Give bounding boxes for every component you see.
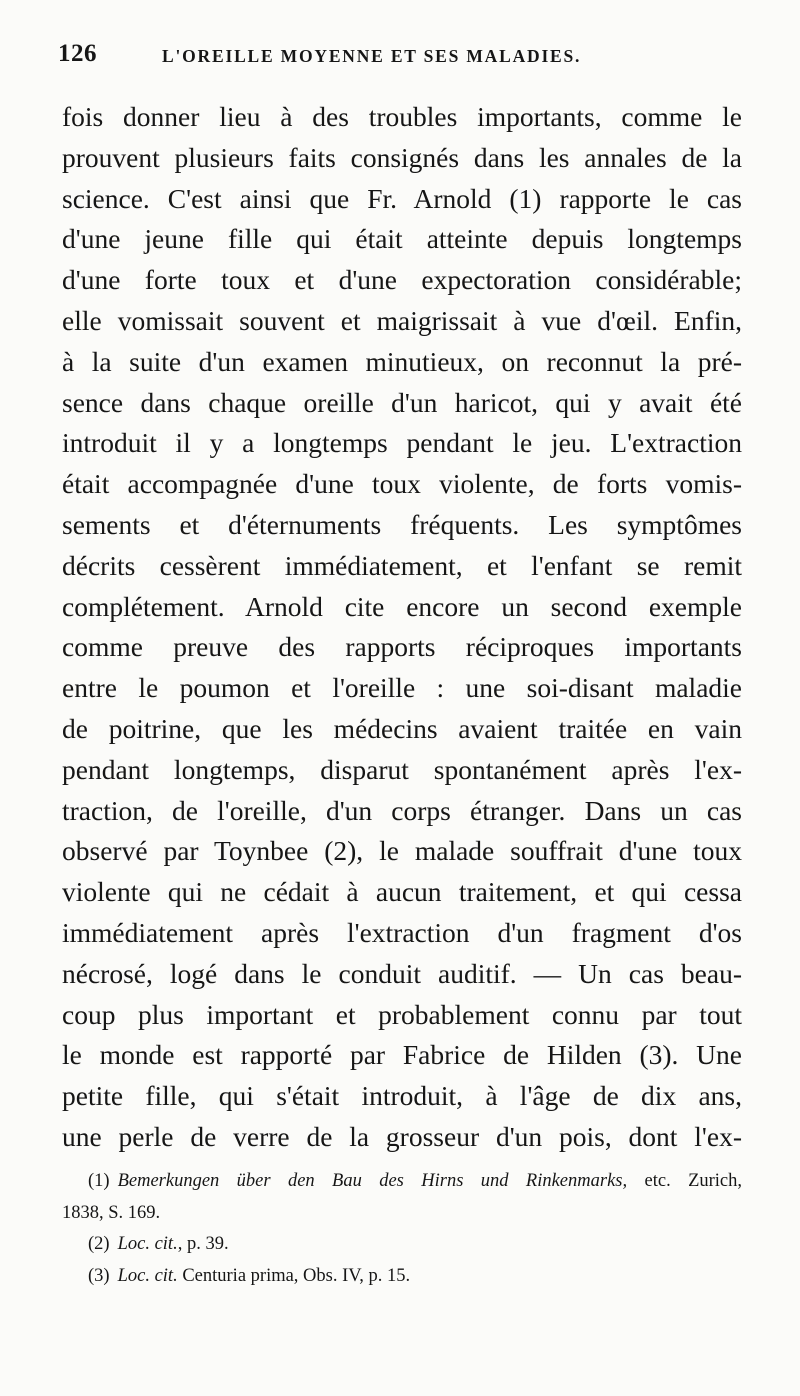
body-line: d'une jeune fille qui était atteinte depuis longtemps [62, 223, 742, 255]
footnote-marker: (3) [88, 1265, 110, 1286]
body-line: science. C'est ainsi que Fr. Arnold (1) rapporte le cas [62, 182, 742, 214]
body-line: introduit il y a longtemps pendant le jeu. L'extraction [62, 427, 742, 459]
body-line: prouvent plusieurs faits consignés dans les annales de la [62, 141, 742, 173]
footnote-title: Loc. cit. [117, 1234, 178, 1254]
footnote-title: Loc. cit. [117, 1265, 178, 1286]
body-line: comme preuve des rapports réciproques importants [62, 631, 742, 663]
footnote-1 [62, 1166, 742, 1198]
body-line: traction, de l'oreille, d'un corps étranger. Dans un cas [62, 794, 742, 826]
body-line: pendant longtemps, disparut spontanément après l'ex- [62, 753, 742, 785]
body-text [62, 97, 742, 1158]
footnotes [62, 1166, 742, 1292]
body-line: le monde est rapporté par Fabrice de Hilden (3). Une [62, 1039, 742, 1071]
page-number: 126 [58, 40, 97, 67]
body-line: violente qui ne cédait à aucun traitement, et qui cessa [62, 876, 742, 908]
running-head: L'OREILLE MOYENNE ET SES MALADIES. [162, 46, 582, 66]
body-line: nécrosé, logé dans le conduit auditif. — Un cas beau- [62, 957, 742, 989]
footnote-text: , p. 39. [177, 1234, 229, 1254]
footnote-1-continuation: 1838, S. 169. [62, 1202, 161, 1223]
body-line: elle vomissait souvent et maigrissait à vue d'œil. Enfin, [62, 304, 742, 336]
body-line: complétement. Arnold cite encore un second exemple [62, 590, 742, 622]
footnote-title: Bemerkungen über den Bau des Hirns und Rinkenmarks, [117, 1171, 628, 1191]
body-line: de poitrine, que les médecins avaient traitée en vain [62, 712, 742, 744]
footnote-text: Centuria prima, Obs. IV, p. 15. [182, 1265, 411, 1286]
body-line: observé par Toynbee (2), le malade souffrait d'une toux [62, 835, 742, 867]
body-line: était accompagnée d'une toux violente, de forts vomis- [62, 468, 742, 500]
footnote-text: etc. Zurich, [644, 1171, 743, 1191]
body-line: sence dans chaque oreille d'un haricot, qui y avait été [62, 386, 742, 418]
body-line: à la suite d'un examen minutieux, on reconnut la pré- [62, 345, 742, 377]
footnote-3 [62, 1261, 742, 1293]
body-line: fois donner lieu à des troubles importants, comme le [62, 101, 742, 132]
body-line: sements et d'éternuments fréquents. Les symptômes [62, 508, 742, 540]
body-line: décrits cessèrent immédiatement, et l'enfant se remit [62, 549, 742, 581]
footnote-marker: (2) [88, 1234, 110, 1254]
body-line: petite fille, qui s'était introduit, à l'âge de dix ans, [62, 1080, 742, 1112]
body-line: immédiatement après l'extraction d'un fragment d'os [62, 916, 742, 948]
body-line: coup plus important et probablement connu par tout [62, 998, 742, 1030]
body-line: d'une forte toux et d'une expectoration considérable; [62, 264, 742, 296]
body-line: une perle de verre de la grosseur d'un pois, dont l'ex- [62, 1120, 742, 1152]
footnote-marker: (1) [88, 1171, 110, 1191]
footnote-2 [62, 1229, 742, 1261]
body-line: entre le poumon et l'oreille : une soi-disant maladie [62, 672, 742, 704]
